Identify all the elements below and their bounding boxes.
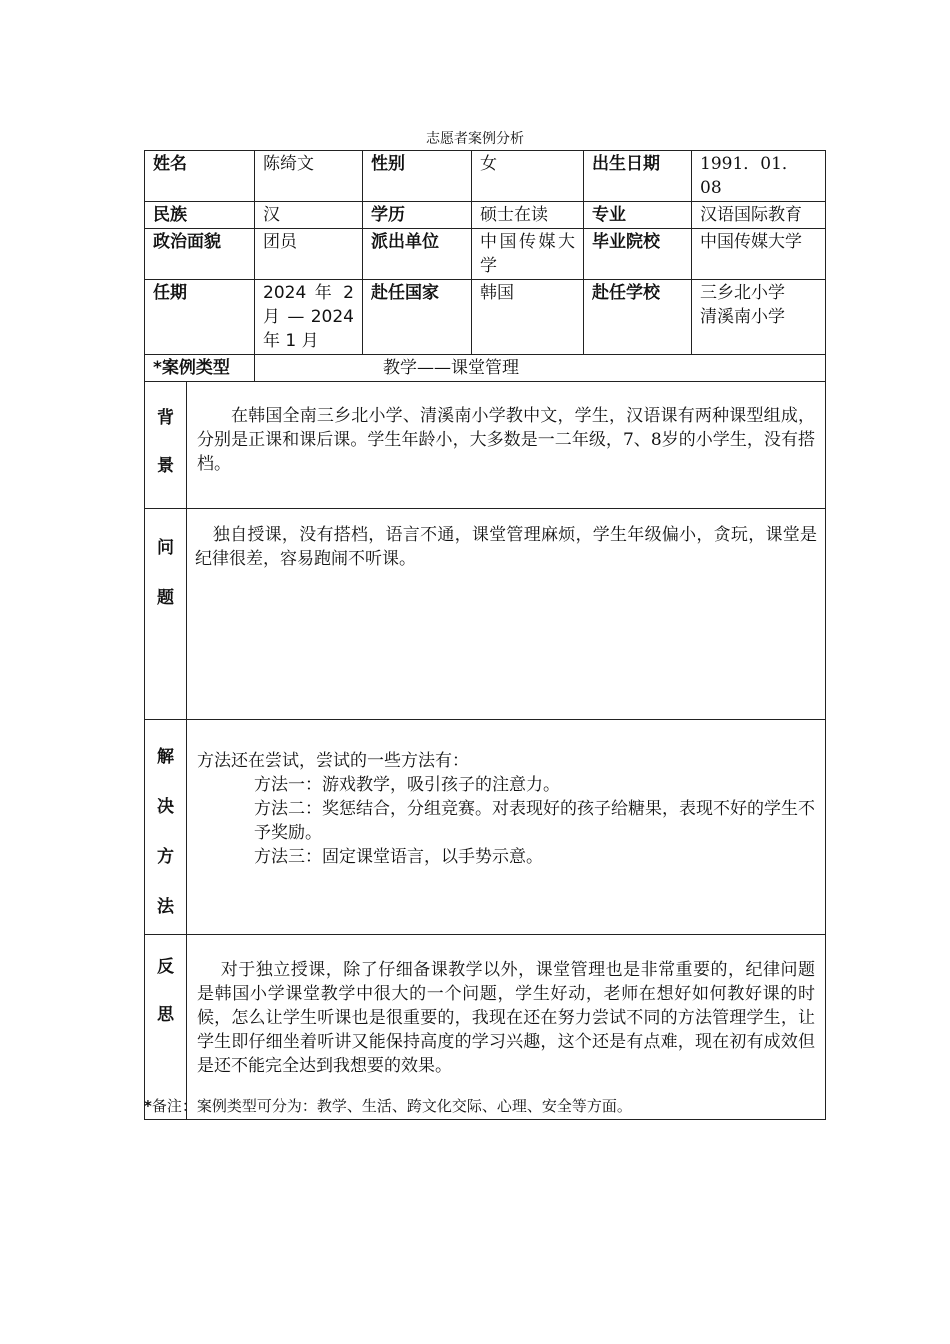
major-value: 汉语国际教育	[692, 202, 826, 229]
political-status-label: 政治面貌	[145, 229, 255, 280]
background-label-char-2: 景	[157, 456, 174, 476]
ethnicity-value: 汉	[255, 202, 363, 229]
education-label: 学历	[363, 202, 472, 229]
reflection-section-label	[145, 935, 187, 1120]
name-value: 陈绮文	[255, 151, 363, 202]
host-school-line-2: 清溪南小学	[700, 307, 785, 327]
background-paragraph: 在韩国全南三乡北小学、清溪南小学教中文，学生，汉语课有两种课型组成，分别是正课和课后课。学生年龄小，大多数是一二年级，7、8岁的小学生，没有搭档。	[197, 406, 815, 474]
background-section-label	[145, 382, 187, 509]
case-type-value: 教学——课堂管理	[255, 355, 826, 382]
host-country-label: 赴任国家	[363, 280, 472, 355]
term-label: 任期	[145, 280, 255, 355]
name-label: 姓名	[145, 151, 255, 202]
major-label: 专业	[584, 202, 692, 229]
problem-paragraph: 独自授课，没有搭档，语言不通，课堂管理麻烦，学生年级偏小，贪玩，课堂是纪律很差，容易跑闹不听课。	[195, 525, 817, 569]
reflection-text	[187, 935, 826, 1120]
solution-label-char-4: 法	[157, 897, 174, 917]
birth-date-value: 1991．01．08	[692, 151, 826, 202]
dispatch-unit-label: 派出单位	[363, 229, 472, 280]
case-analysis-table	[144, 150, 826, 1120]
gender-value: 女	[472, 151, 584, 202]
problem-text	[187, 509, 826, 720]
education-value: 硕士在读	[472, 202, 584, 229]
background-text	[187, 382, 826, 509]
gender-label: 性别	[363, 151, 472, 202]
ethnicity-label: 民族	[145, 202, 255, 229]
solution-label-char-1: 解	[157, 747, 174, 767]
case-type-label: *案例类型	[145, 355, 255, 382]
host-school-value	[692, 280, 826, 355]
solution-label-char-3: 方	[157, 847, 174, 867]
solution-text	[187, 720, 826, 935]
problem-label-char-1: 问	[157, 538, 174, 558]
dispatch-unit-value: 中国传媒大学	[472, 229, 584, 280]
political-status-value: 团员	[255, 229, 363, 280]
problem-label-char-2: 题	[157, 588, 174, 608]
background-label-char-1: 背	[157, 408, 174, 428]
solution-method-3: 方法三：固定课堂语言，以手势示意。	[254, 847, 543, 867]
host-school-label: 赴任学校	[584, 280, 692, 355]
reflection-label-char-1: 反	[157, 957, 174, 977]
footnote-text: 备注：案例类型可分为：教学、生活、跨文化交际、心理、安全等方面。	[151, 1097, 632, 1115]
graduate-school-label: 毕业院校	[584, 229, 692, 280]
reflection-paragraph: 对于独立授课，除了仔细备课教学以外，课堂管理也是非常重要的，纪律问题是韩国小学课堂教学中很大的一个问题，学生好动，老师在想好如何教好课的时候，怎么让学生听课也是很重要的，我现在还在努力尝试不同的方法管理学生，让学生即仔细坐着听讲又能保持高度的学习兴趣，这个还是有点难，现在初有成效但是还不能完全达到我想要的效果。	[197, 960, 815, 1076]
solution-method-1: 方法一：游戏教学，吸引孩子的注意力。	[254, 775, 560, 795]
graduate-school-value: 中国传媒大学	[692, 229, 826, 280]
birth-date-label: 出生日期	[584, 151, 692, 202]
problem-section-label	[145, 509, 187, 720]
page-title: 志愿者案例分析	[426, 131, 524, 147]
reflection-label-char-2: 思	[157, 1005, 174, 1025]
solution-intro: 方法还在尝试，尝试的一些方法有：	[197, 751, 469, 771]
footnote-star: *	[144, 1097, 152, 1115]
term-value: 2024 年 2 月 — 2024 年 1 月	[255, 280, 363, 355]
solution-section-label	[145, 720, 187, 935]
host-country-value: 韩国	[472, 280, 584, 355]
footnote	[144, 1095, 632, 1116]
host-school-line-1: 三乡北小学	[700, 283, 785, 303]
solution-method-2: 方法二：奖惩结合，分组竞赛。对表现好的孩子给糖果，表现不好的学生不予奖励。	[254, 799, 815, 843]
solution-label-char-2: 决	[157, 797, 174, 817]
